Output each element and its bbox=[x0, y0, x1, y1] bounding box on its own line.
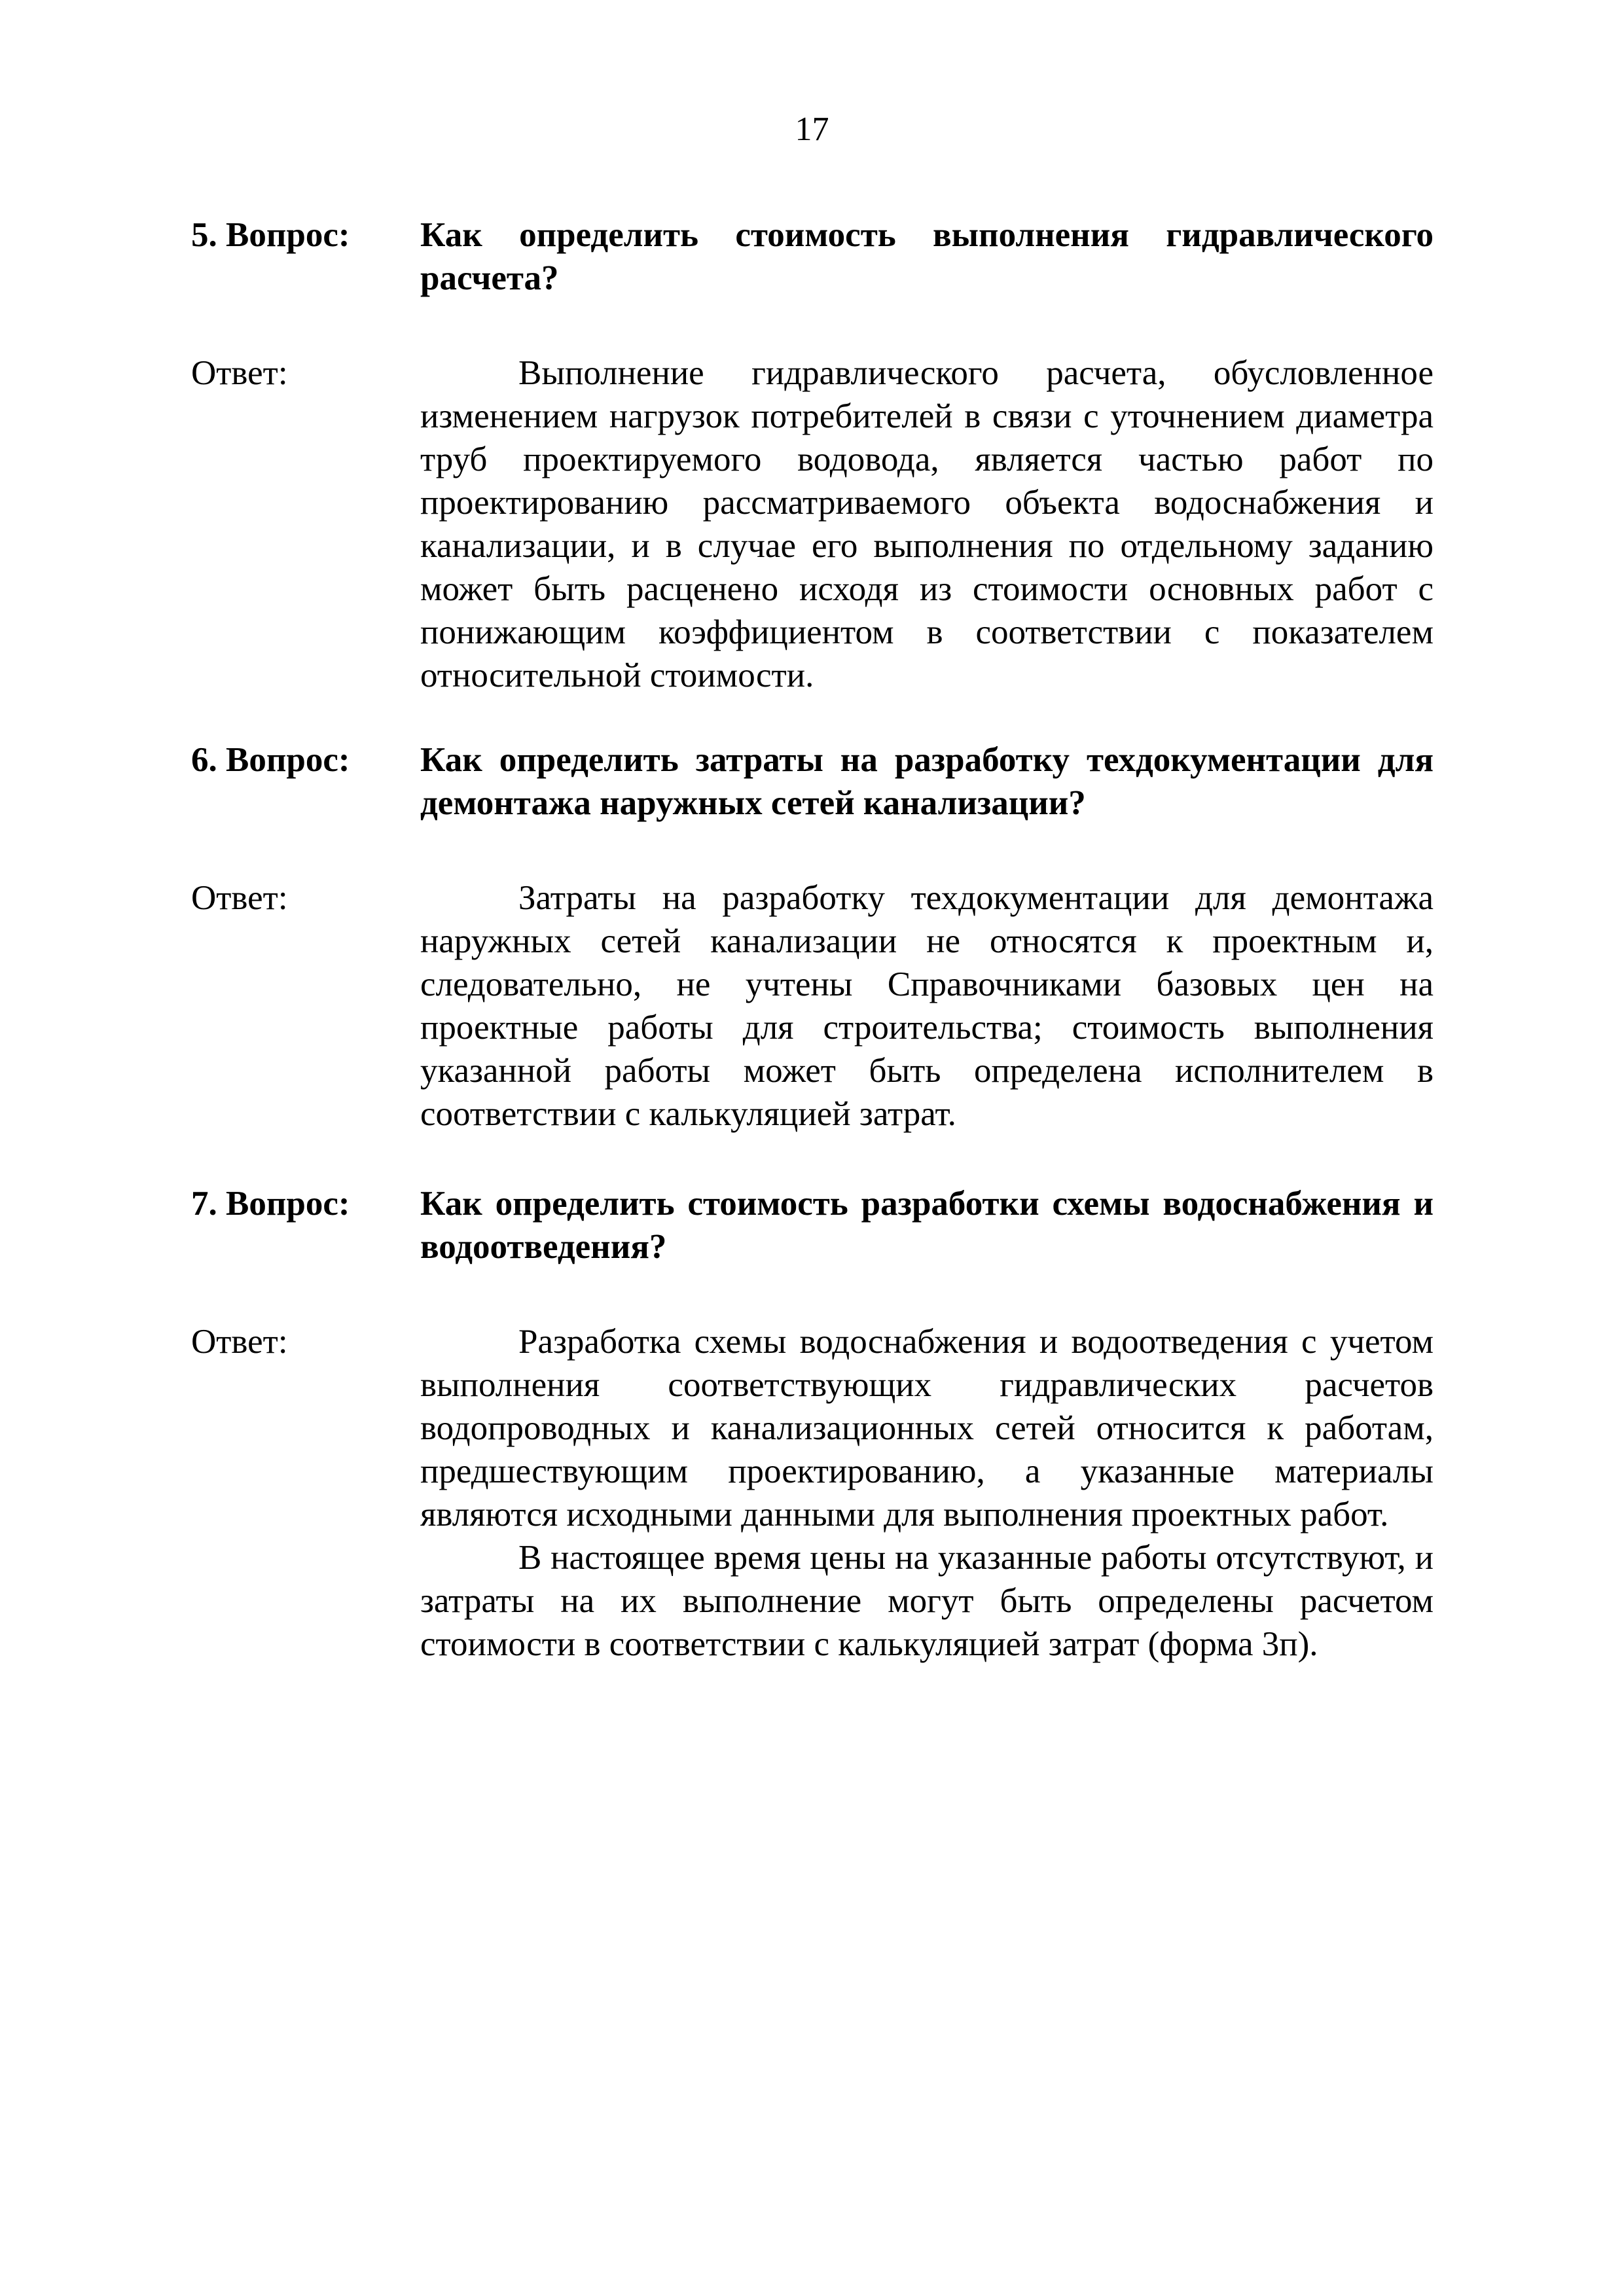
question-text: Как определить стоимость разработки схемы водоснабжения и водоотведения? bbox=[420, 1185, 1434, 1266]
question-text: Как определить стоимость выполнения гидравлического расчета? bbox=[420, 216, 1434, 297]
answer-body bbox=[420, 351, 1434, 697]
question-label: 7. Вопрос: bbox=[191, 1185, 350, 1223]
answer-label: Ответ: bbox=[191, 354, 288, 392]
question-row bbox=[0, 738, 1624, 825]
page-number: 17 bbox=[795, 111, 829, 148]
answer-label: Ответ: bbox=[191, 879, 288, 917]
answer-paragraph: Затраты на разработку техдокументации для демонтажа наружных сетей канализации не относятся к проектным и, следовательно, не учтены Справочниками базовых цен на проектные работы для строительства; стоимость выполнения указанной работы может быть определена исполнителем в соответствии с калькуляцией затрат. bbox=[420, 879, 1434, 1133]
question-label: 5. Вопрос: bbox=[191, 216, 350, 254]
answer-row bbox=[0, 1320, 1624, 1666]
answer-row bbox=[0, 876, 1624, 1136]
answer-paragraph: В настоящее время цены на указанные работы отсутствуют, и затраты на их выполнение могут быть определены расчетом стоимости в соответствии с калькуляцией затрат (форма 3п). bbox=[420, 1539, 1434, 1663]
qa-item-5 bbox=[0, 213, 1624, 697]
answer-paragraph: Выполнение гидравлического расчета, обусловленное изменением нагрузок потребителей в связи с уточнением диаметра труб проектируемого водовода, является частью работ по проектированию рассматриваемого объекта водоснабжения и канализации, и в случае его выполнения по отдельному заданию может быть расценено исходя из стоимости основных работ с понижающим коэффициентом в соответствии с показателем относительной стоимости. bbox=[420, 354, 1434, 694]
qa-item-6 bbox=[0, 738, 1624, 1136]
answer-body bbox=[420, 1320, 1434, 1666]
answer-paragraph: Разработка схемы водоснабжения и водоотведения с учетом выполнения соответствующих гидравлических расчетов водопроводных и канализационных сетей относится к работам, предшествующим проектированию, а указанные материалы являются исходными данными для выполнения проектных работ. bbox=[420, 1323, 1434, 1534]
qa-item-7 bbox=[0, 1182, 1624, 1666]
question-label: 6. Вопрос: bbox=[191, 741, 350, 779]
answer-label: Ответ: bbox=[191, 1323, 288, 1361]
answer-row bbox=[0, 351, 1624, 697]
question-row bbox=[0, 1182, 1624, 1268]
question-text: Как определить затраты на разработку техдокументации для демонтажа наружных сетей канализации? bbox=[420, 741, 1434, 822]
question-row bbox=[0, 213, 1624, 300]
answer-body bbox=[420, 876, 1434, 1136]
